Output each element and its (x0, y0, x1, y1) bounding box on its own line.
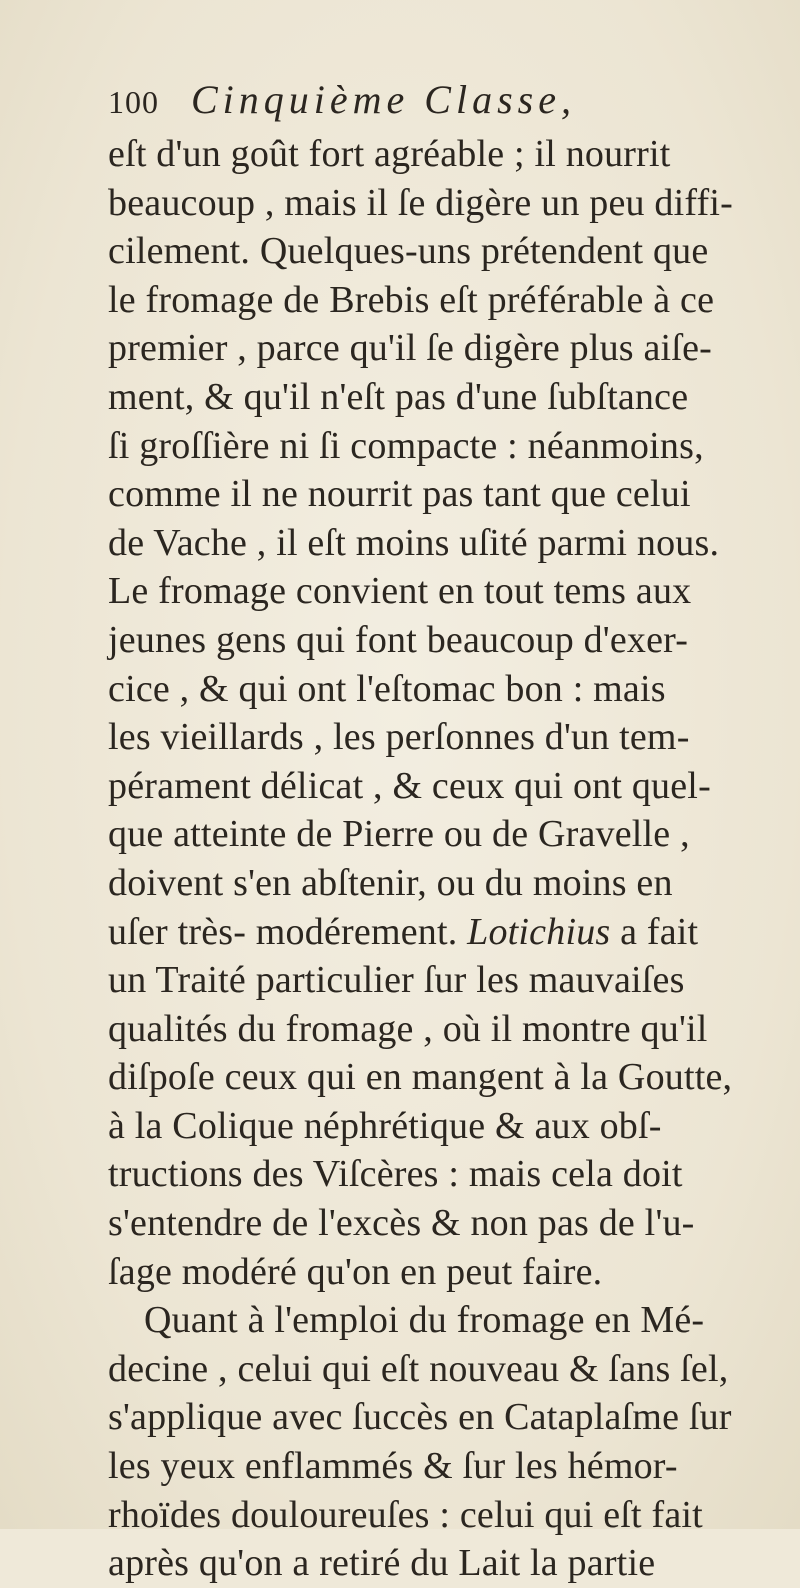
text-line: eſt d'un goût fort agréable ; il nourrit (108, 133, 671, 175)
text-segment: uſer très- modérement. (108, 910, 468, 953)
text-segment: a fait (610, 910, 699, 953)
text-line: premier , parce qu'il ſe digère plus aiſe- (108, 327, 712, 370)
text-line: Quant à l'emploi du fromage en Mé- (144, 1299, 705, 1342)
author-name: Lotichius (467, 910, 611, 953)
text-line: decine , celui qui eſt nouveau & ſans ſel, (108, 1347, 729, 1390)
text-line: ſi groſſière ni ſi compacte : néanmoins, (108, 424, 704, 467)
text-line: cilement. Quelques-uns prétendent que (108, 230, 709, 273)
text-line: comme il ne nourrit pas tant que celui (108, 473, 691, 516)
text-line: diſpoſe ceux qui en mangent à la Goutte, (108, 1056, 733, 1099)
text-line: à la Colique néphrétique & aux obſ- (108, 1104, 662, 1147)
text-line: tructions des Viſcères : mais cela doit (108, 1153, 683, 1196)
text-line: cice , & qui ont l'eſtomac bon : mais (108, 667, 666, 710)
text-line: que atteinte de Pierre ou de Gravelle , (108, 813, 690, 856)
text-line: de Vache , il eſt moins uſité parmi nous. (108, 521, 720, 564)
page-number: 100 (108, 84, 159, 120)
text-line: après qu'on a retiré du Lait la partie (108, 1542, 656, 1585)
text-line: rhoïdes douloureuſes : celui qui eſt fait (108, 1493, 703, 1536)
text-line: ment, & qu'il n'eſt pas d'une ſubſtance (108, 375, 689, 418)
text-line: doivent s'en abſtenir, ou du moins en (108, 861, 673, 904)
text-line: beaucoup , mais il ſe digère un peu diffi- (108, 181, 734, 224)
text-line: qualités du fromage , où il montre qu'il (108, 1007, 708, 1050)
text-line: pérament délicat , & ceux qui ont quel- (108, 764, 711, 807)
text-line: s'entendre de l'excès & non pas de l'u- (108, 1202, 695, 1245)
text-line: un Traité particulier ſur les mauvaiſes (108, 959, 685, 1002)
text-line: Le fromage convient en tout tems aux (108, 570, 692, 613)
text-line: ſage modéré qu'on en peut faire. (108, 1250, 603, 1293)
text-line: les vieillards , les perſonnes d'un tem- (108, 716, 690, 759)
body-text (108, 130, 798, 1588)
text-line: s'applique avec ſuccès en Cataplaſme ſur (108, 1396, 732, 1439)
text-line: jeunes gens qui font beaucoup d'exer- (108, 618, 689, 661)
page-header (108, 76, 768, 132)
text-line (108, 908, 798, 957)
text-line: les yeux enflammés & ſur les hémor- (108, 1445, 678, 1488)
running-title: Cinquième Classe, (191, 77, 576, 122)
text-line: le fromage de Brebis eſt préférable à ce (108, 278, 715, 321)
